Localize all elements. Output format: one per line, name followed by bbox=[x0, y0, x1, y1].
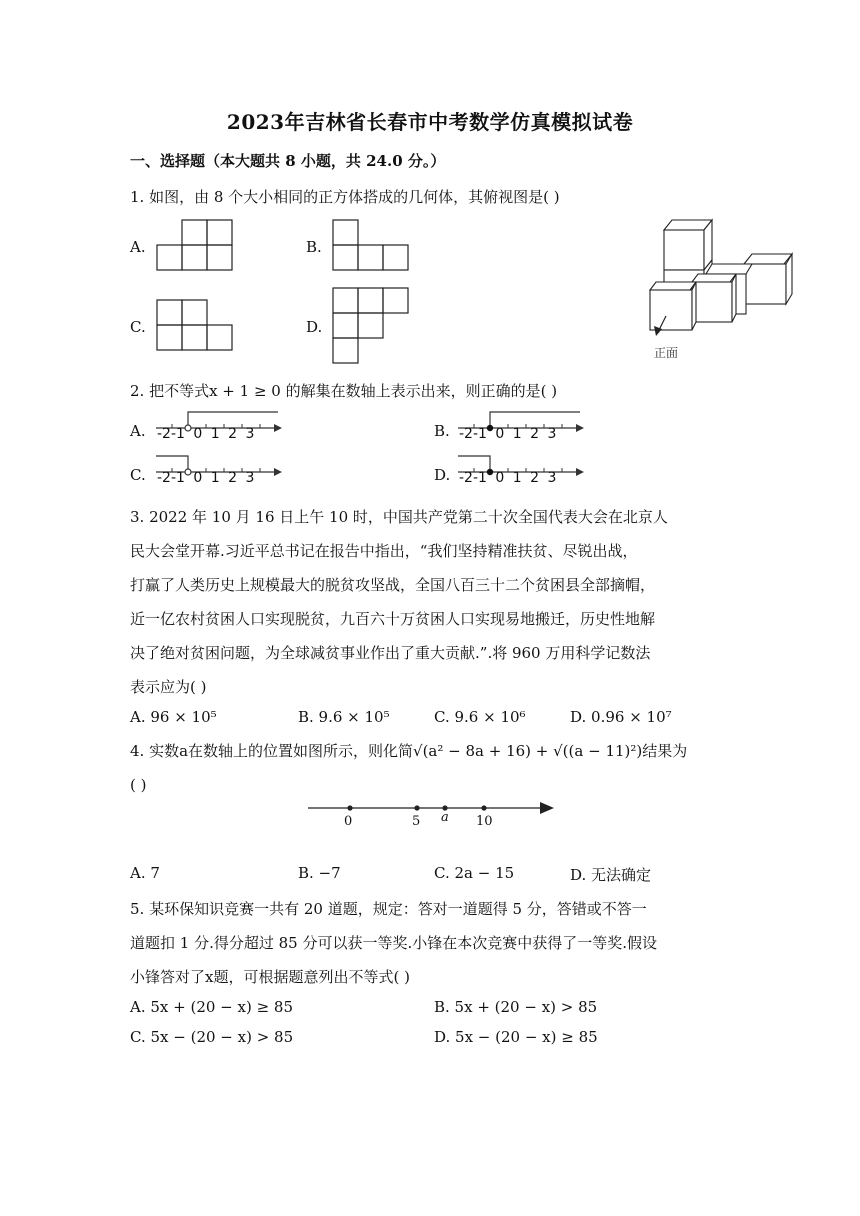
q3-line-6: 表示应为( ) bbox=[130, 678, 207, 696]
q4-option-c: C. 2a − 15 bbox=[434, 864, 515, 882]
tick-label: 2 bbox=[228, 426, 238, 442]
q5-line-3: 小锋答对了x题，可根据题意列出不等式( ) bbox=[130, 968, 410, 986]
q2-option-b-label: B. bbox=[434, 422, 450, 440]
tick-label: 1 bbox=[210, 470, 220, 486]
q1-front-label: 正面 bbox=[654, 346, 679, 360]
tick-label: 0 bbox=[193, 470, 203, 486]
q3-option-a: A. 96 × 10⁵ bbox=[130, 708, 217, 726]
q4-option-d: D. 无法确定 bbox=[570, 866, 652, 884]
q4-axis-label-10: 10 bbox=[476, 814, 493, 829]
tick-label: 1 bbox=[512, 426, 522, 442]
q1-option-a-label: A. bbox=[130, 238, 146, 256]
tick-label: -1 bbox=[472, 426, 487, 442]
q1-option-b-grid bbox=[332, 218, 412, 274]
q5-line-1: 5. 某环保知识竞赛一共有 20 道题，规定：答对一道题得 5 分，答错或不答一 bbox=[130, 900, 647, 918]
q4-stem-end: ( ) bbox=[130, 776, 147, 794]
q3-line-4: 近一亿农村贫困人口实现脱贫，九百六十万贫困人口实现易地搬迁，历史性地解 bbox=[130, 610, 656, 628]
q1-option-b-label: B. bbox=[306, 238, 322, 256]
q5-option-c: C. 5x − (20 − x) > 85 bbox=[130, 1028, 294, 1046]
q5-option-d: D. 5x − (20 − x) ≥ 85 bbox=[434, 1028, 598, 1046]
q5-option-a: A. 5x + (20 − x) ≥ 85 bbox=[130, 998, 294, 1016]
section-heading: 一、选择题（本大题共 8 小题，共 24.0 分。） bbox=[130, 152, 446, 170]
q4-axis-label-a: a bbox=[441, 810, 449, 825]
tick-label: 3 bbox=[245, 426, 255, 442]
tick-label: -1 bbox=[170, 470, 185, 486]
q3-option-b: B. 9.6 × 10⁵ bbox=[298, 708, 390, 726]
q2-option-c-label: C. bbox=[130, 466, 146, 484]
tick-label: 2 bbox=[530, 470, 540, 486]
q3-line-5: 决了绝对贫困问题，为全球减贫事业作出了重大贡献.”.将 960 万用科学记数法 bbox=[130, 644, 651, 662]
tick-label: -1 bbox=[170, 426, 185, 442]
q1-cube-figure bbox=[640, 212, 800, 364]
q2-b-ticks bbox=[459, 426, 556, 442]
q1-option-d-grid bbox=[332, 286, 414, 368]
q5-option-b: B. 5x + (20 − x) > 85 bbox=[434, 998, 598, 1016]
tick-label: -2 bbox=[459, 470, 473, 486]
q2-d-ticks bbox=[459, 470, 556, 486]
tick-label: 1 bbox=[512, 470, 522, 486]
tick-label: 0 bbox=[495, 470, 505, 486]
tick-label: 2 bbox=[228, 470, 238, 486]
q1-option-c-label: C. bbox=[130, 318, 146, 336]
q3-line-3: 打赢了人类历史上规模最大的脱贫攻坚战，全国八百三十二个贫困县全部摘帽， bbox=[130, 576, 656, 594]
tick-label: 0 bbox=[193, 426, 203, 442]
q4-axis-label-0: 0 bbox=[344, 814, 353, 829]
q3-line-1: 3. 2022 年 10 月 16 日上午 10 时，中国共产党第二十次全国代表大会在北京人 bbox=[130, 508, 668, 526]
tick-label: 2 bbox=[530, 426, 540, 442]
q4-option-a: A. 7 bbox=[130, 864, 160, 882]
tick-label: 1 bbox=[210, 426, 220, 442]
tick-label: 0 bbox=[495, 426, 505, 442]
tick-label: 3 bbox=[245, 470, 255, 486]
q4-option-b: B. −7 bbox=[298, 864, 341, 882]
q2-option-a-label: A. bbox=[130, 422, 146, 440]
q2-stem: 2. 把不等式x + 1 ≥ 0 的解集在数轴上表示出来，则正确的是( ) bbox=[130, 382, 558, 400]
q5-line-2: 道题扣 1 分.得分超过 85 分可以获一等奖.小锋在本次竞赛中获得了一等奖.假设 bbox=[130, 934, 658, 952]
tick-label: -1 bbox=[472, 470, 487, 486]
q2-a-ticks bbox=[157, 426, 254, 442]
tick-label: 3 bbox=[547, 426, 557, 442]
tick-label: 3 bbox=[547, 470, 557, 486]
q4-stem: 4. 实数a在数轴上的位置如图所示，则化简√(a² − 8a + 16) + √((a − 11)²)结果为 bbox=[130, 742, 688, 760]
tick-label: -2 bbox=[459, 426, 473, 442]
q3-line-2: 民大会堂开幕.习近平总书记在报告中指出，“我们坚持精准扶贫、尽锐出战， bbox=[130, 542, 638, 560]
q3-option-c: C. 9.6 × 10⁶ bbox=[434, 708, 526, 726]
tick-label: -2 bbox=[157, 470, 171, 486]
q1-stem: 1. 如图，由 8 个大小相同的正方体搭成的几何体，其俯视图是( ) bbox=[130, 188, 560, 206]
q3-option-d: D. 0.96 × 10⁷ bbox=[570, 708, 672, 726]
q1-option-d-label: D. bbox=[306, 318, 323, 336]
q4-axis-label-5: 5 bbox=[412, 814, 421, 829]
q2-option-d-label: D. bbox=[434, 466, 451, 484]
q1-option-a-grid bbox=[156, 218, 236, 274]
tick-label: -2 bbox=[157, 426, 171, 442]
q4-numberline bbox=[300, 796, 560, 832]
q2-c-ticks bbox=[157, 470, 254, 486]
page-title: 2023年吉林省长春市中考数学仿真模拟试卷 bbox=[226, 110, 634, 134]
q1-option-c-grid bbox=[156, 298, 236, 354]
